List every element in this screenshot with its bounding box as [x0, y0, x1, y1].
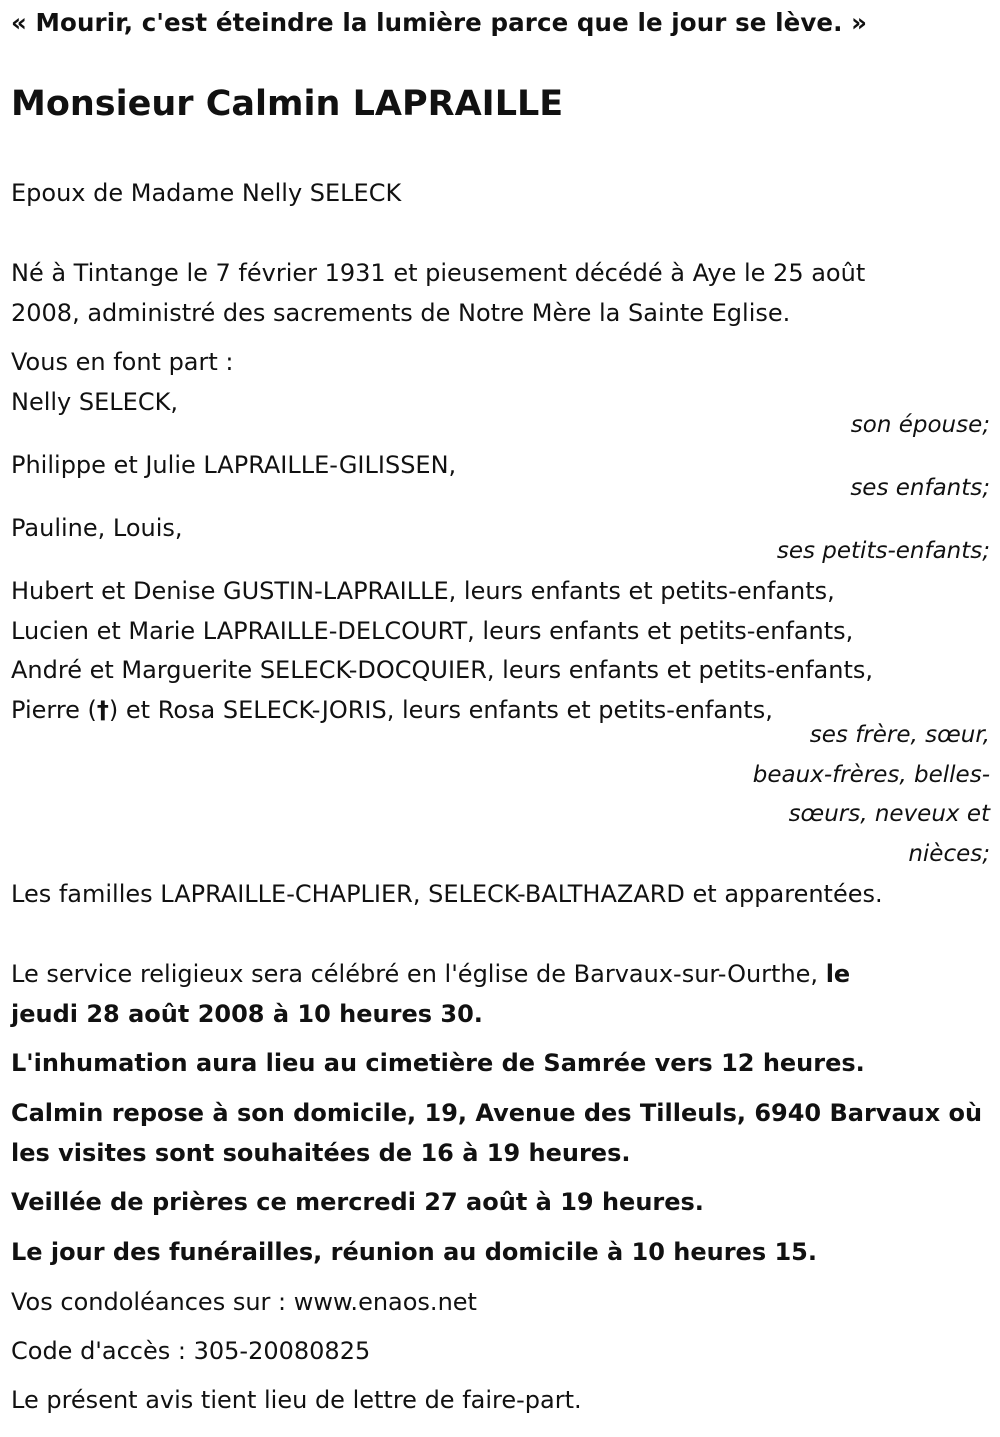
pierre-suffix: ) et Rosa SELECK-JORIS, leurs enfants et petits-enfants,: [108, 696, 773, 724]
spouse-name: Nelly SELECK,: [11, 388, 178, 416]
vigil-line: Veillée de prières ce mercredi 27 août à 19 heures.: [11, 1188, 704, 1216]
siblings-role-line: nièces;: [908, 841, 990, 867]
condolences-line: Vos condoléances sur : www.enaos.net: [11, 1288, 477, 1316]
grandchildren-role: ses petits-enfants;: [776, 538, 990, 564]
access-code-line: Code d'accès : 305-20080825: [11, 1337, 371, 1365]
birth-death-line-2: 2008, administré des sacrements de Notre Mère la Sainte Eglise.: [11, 299, 791, 327]
service-text: Le service religieux sera célébré en l'église de Barvaux-sur-Ourthe,: [11, 960, 826, 988]
service-line-1: [11, 954, 850, 994]
sibling-line: Hubert et Denise GUSTIN-LAPRAILLE, leurs enfants et petits-enfants,: [11, 577, 835, 605]
spouse-role: son épouse;: [850, 412, 990, 438]
spouse-line: Epoux de Madame Nelly SELECK: [11, 179, 402, 207]
service-date-line: jeudi 28 août 2008 à 10 heures 30.: [11, 1000, 483, 1028]
rest-line-2: les visites sont souhaitées de 16 à 19 heures.: [11, 1139, 631, 1167]
families-line: Les familles LAPRAILLE-CHAPLIER, SELECK-BALTHAZARD et apparentées.: [11, 880, 883, 908]
rest-line-1: Calmin repose à son domicile, 19, Avenue des Tilleuls, 6940 Barvaux où: [11, 1099, 983, 1127]
notice-line: Le présent avis tient lieu de lettre de faire-part.: [11, 1386, 582, 1414]
funeral-day-line: Le jour des funérailles, réunion au domicile à 10 heures 15.: [11, 1238, 817, 1266]
announcement-intro: Vous en font part :: [11, 348, 234, 376]
pierre-prefix: Pierre (: [11, 696, 97, 724]
service-text-bold: le: [825, 960, 851, 988]
sibling-line: Lucien et Marie LAPRAILLE-DELCOURT, leurs enfants et petits-enfants,: [11, 617, 854, 645]
deceased-name-title: Monsieur Calmin LAPRAILLE: [11, 84, 564, 124]
birth-death-line-1: Né à Tintange le 7 février 1931 et pieusement décédé à Aye le 25 août: [11, 259, 866, 287]
children-names: Philippe et Julie LAPRAILLE-GILISSEN,: [11, 451, 457, 479]
siblings-role-line: beaux-frères, belles-: [752, 762, 990, 788]
sibling-line-pierre: [11, 690, 773, 730]
sibling-line: André et Marguerite SELECK-DOCQUIER, leurs enfants et petits-enfants,: [11, 656, 874, 684]
siblings-role-line: ses frère, sœur,: [809, 722, 990, 748]
epigraph-quote: « Mourir, c'est éteindre la lumière parce que le jour se lève. »: [11, 8, 868, 37]
burial-line: L'inhumation aura lieu au cimetière de Samrée vers 12 heures.: [11, 1049, 865, 1077]
cross-icon: †: [96, 696, 109, 724]
children-role: ses enfants;: [850, 475, 990, 501]
grandchildren-names: Pauline, Louis,: [11, 514, 183, 542]
siblings-role-line: sœurs, neveux et: [788, 801, 990, 827]
